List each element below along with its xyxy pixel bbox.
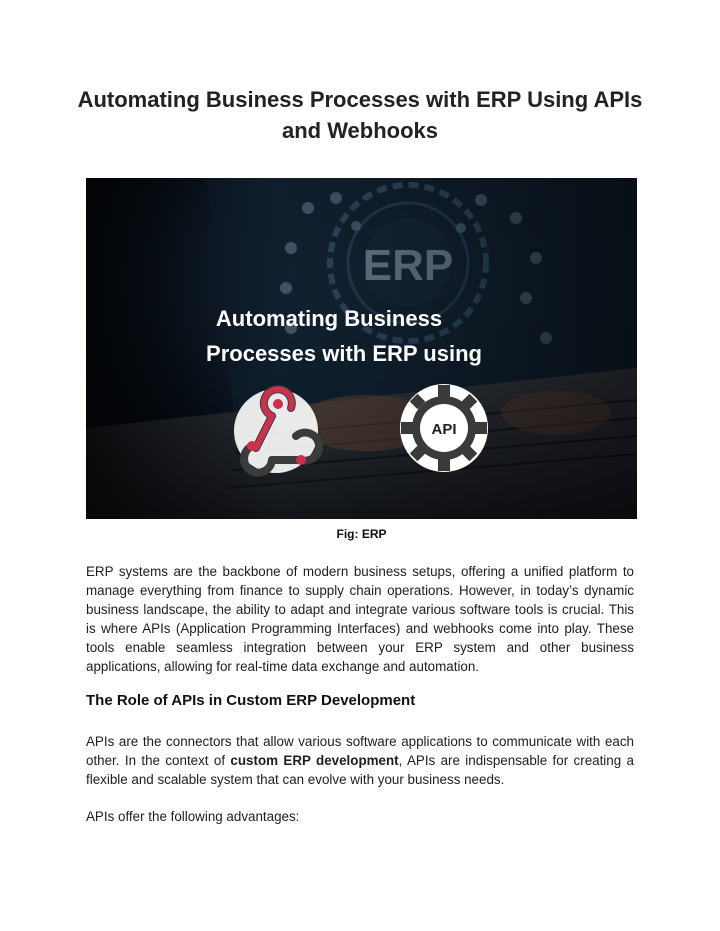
api-gear-icon bbox=[400, 384, 488, 472]
intro-paragraph: ERP systems are the backbone of modern business setups, offering a unified platform to manage everything from finance to supply chain operations. However, in today’s dynamic business landscape, the ability to adapt and integrate various software tools is crucial. This is where APIs (Application Programming Interfaces) and webhooks come into play. These tools enable seamless integration between your ERP system and other business applications, allowing for real-time data exchange and automation. bbox=[86, 564, 634, 674]
custom-erp-link-text: custom ERP development bbox=[230, 753, 399, 768]
section-paragraph-part1: APIs are the connectors that allow various software applications to communicate with each other. In the context of bbox=[86, 734, 634, 768]
hero-headline-line1: Automating Business bbox=[215, 306, 443, 331]
section-heading: The Role of APIs in Custom ERP Development bbox=[86, 692, 416, 709]
figure-caption: Fig: ERP bbox=[336, 527, 387, 541]
section-paragraph-part2: , APIs are indispensable for creating a flexible and scalable system that can evolve with your business needs. bbox=[86, 753, 634, 787]
hero-image bbox=[86, 178, 637, 519]
document-title: Automating Business Processes with ERP Using APIs and Webhooks bbox=[77, 87, 643, 143]
advantages-intro: APIs offer the following advantages: bbox=[86, 809, 300, 824]
api-badge-text: API bbox=[431, 421, 457, 438]
section-paragraph bbox=[86, 732, 634, 789]
hero-headline-line2: Processes with ERP using bbox=[206, 341, 482, 366]
